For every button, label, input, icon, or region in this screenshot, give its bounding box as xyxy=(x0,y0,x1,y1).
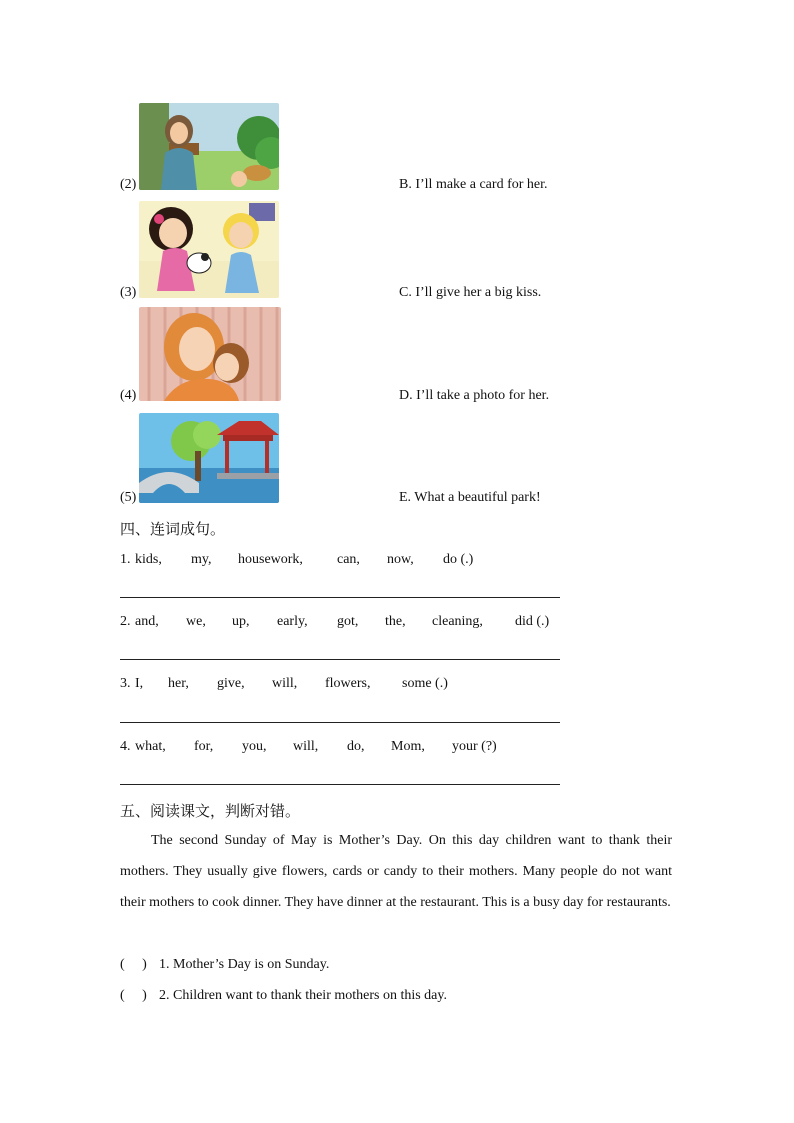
answer-line xyxy=(120,722,560,723)
scrambled-word: will, xyxy=(293,739,319,754)
section-four-title: 四、连词成句。 xyxy=(120,520,226,538)
scrambled-word: Mom, xyxy=(391,739,425,754)
item-2-number: 2. xyxy=(120,614,131,629)
scrambled-word: her, xyxy=(168,676,189,691)
item-number: (2) xyxy=(120,177,137,192)
scrambled-word: your (?) xyxy=(452,739,497,754)
answer-option-b: B. I’ll make a card for her. xyxy=(399,177,548,192)
park-pavilion-bridge-picture xyxy=(139,413,279,503)
scrambled-word: my, xyxy=(191,552,212,567)
answer-parentheses: ( ) xyxy=(120,988,147,1003)
scrambled-word: some (.) xyxy=(402,676,448,691)
scrambled-word: we, xyxy=(186,614,206,629)
answer-line xyxy=(120,784,560,785)
true-false-question: 2. Children want to thank their mothers on this day. xyxy=(159,988,447,1003)
scrambled-word: did (.) xyxy=(515,614,550,629)
answer-option-d: D. I’ll take a photo for her. xyxy=(399,388,550,403)
scrambled-word: and, xyxy=(135,614,159,629)
item-number: (4) xyxy=(120,388,137,403)
mother-hugging-daughter-picture xyxy=(139,307,281,401)
scrambled-word: give, xyxy=(217,676,245,691)
passage-text: The second Sunday of May is Mother’s Day. On this day children want to thank their mothers. They usually give flowers, cards or candy to their mothers. Many people do not want their mothers to cook dinner. They have dinner at the restaurant. This is a busy day for restaurants. xyxy=(120,833,672,910)
scrambled-word: up, xyxy=(232,614,250,629)
true-false-question: 1. Mother’s Day is on Sunday. xyxy=(159,957,330,972)
answer-line xyxy=(120,659,560,660)
scrambled-word: for, xyxy=(194,739,214,754)
scrambled-word: you, xyxy=(242,739,267,754)
scrambled-word: flowers, xyxy=(325,676,371,691)
scrambled-word: will, xyxy=(272,676,298,691)
scrambled-word: the, xyxy=(385,614,406,629)
reading-passage xyxy=(120,825,672,918)
item-3-number: 3. xyxy=(120,676,131,691)
item-number: (3) xyxy=(120,285,137,300)
scrambled-word: housework, xyxy=(238,552,303,567)
item-4-number: 4. xyxy=(120,739,131,754)
scrambled-word: early, xyxy=(277,614,308,629)
section-five-title: 五、阅读课文，判断对错。 xyxy=(120,802,301,820)
answer-option-e: E. What a beautiful park! xyxy=(399,490,541,505)
item-number: (5) xyxy=(120,490,137,505)
scrambled-word: can, xyxy=(337,552,360,567)
woman-with-boy-in-garden-picture xyxy=(139,103,279,190)
girls-with-puppy-picture xyxy=(139,201,279,298)
scrambled-word: I, xyxy=(135,676,144,691)
scrambled-word: got, xyxy=(337,614,359,629)
answer-line xyxy=(120,597,560,598)
answer-option-c: C. I’ll give her a big kiss. xyxy=(399,285,542,300)
scrambled-word: what, xyxy=(135,739,166,754)
scrambled-word: do, xyxy=(347,739,365,754)
scrambled-word: do (.) xyxy=(443,552,474,567)
answer-parentheses: ( ) xyxy=(120,957,147,972)
scrambled-word: now, xyxy=(387,552,414,567)
item-1-number: 1. xyxy=(120,552,131,567)
scrambled-word: kids, xyxy=(135,552,162,567)
scrambled-word: cleaning, xyxy=(432,614,483,629)
